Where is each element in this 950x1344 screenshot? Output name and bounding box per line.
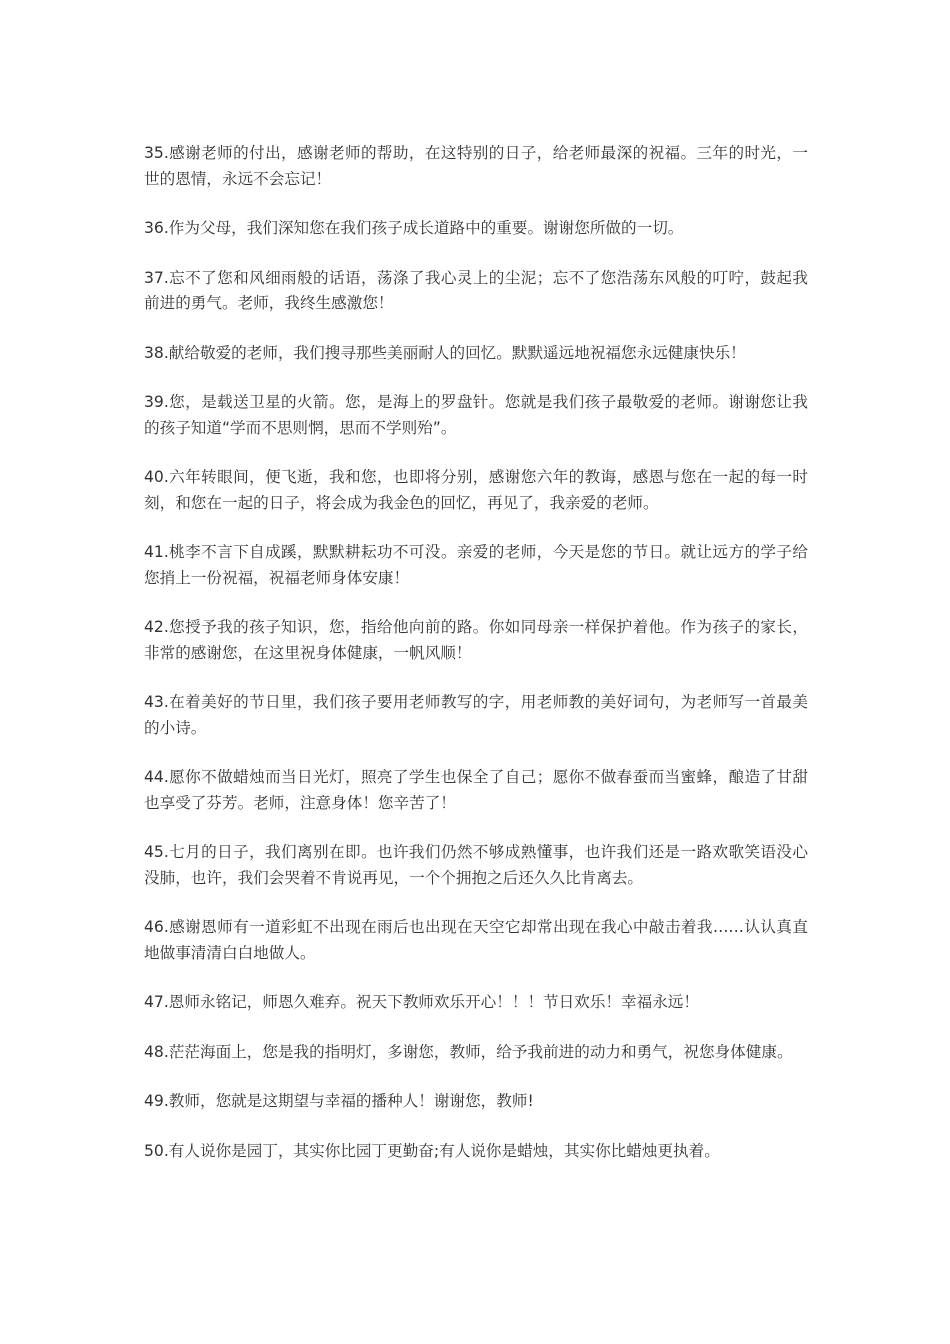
paragraph-35: 35.感谢老师的付出，感谢老师的帮助，在这特别的日子，给老师最深的祝福。三年的时光，一世的恩情，永远不会忘记！ [144, 144, 808, 188]
paragraph-39: 39.您，是载送卫星的火箭。您，是海上的罗盘针。您就是我们孩子最敬爱的老师。谢谢您让我的孩子知道“学而不思则惘，思而不学则殆”。 [144, 393, 808, 437]
paragraph-41: 41.桃李不言下自成蹊，默默耕耘功不可没。亲爱的老师，今天是您的节日。就让远方的学子给您捎上一份祝福，祝福老师身体安康！ [144, 543, 808, 587]
paragraph-36: 36.作为父母，我们深知您在我们孩子成长道路中的重要。谢谢您所做的一切。 [144, 219, 684, 237]
paragraph-40: 40.六年转眼间，便飞逝，我和您，也即将分别，感谢您六年的教诲，感恩与您在一起的每一时刻，和您在一起的日子，将会成为我金色的回忆，再见了，我亲爱的老师。 [144, 468, 808, 512]
paragraph-44: 44.愿你不做蜡烛而当日光灯，照亮了学生也保全了自己；愿你不做春蚕而当蜜蜂，酿造了甘甜也享受了芬芳。老师，注意身体！您辛苦了！ [144, 768, 808, 812]
document-body [144, 141, 808, 1188]
paragraph-45: 45.七月的日子，我们离别在即。也许我们仍然不够成熟懂事，也许我们还是一路欢歌笑语没心没肺，也许，我们会哭着不肯说再见，一个个拥抱之后还久久比肯离去。 [144, 843, 808, 887]
paragraph-42: 42.您授予我的孩子知识，您，指给他向前的路。你如同母亲一样保护着他。作为孩子的家长，非常的感谢您，在这里祝身体健康，一帆风顺！ [144, 618, 808, 662]
paragraph-48: 48.茫茫海面上，您是我的指明灯，多谢您，教师，给予我前进的动力和勇气，祝您身体健康。 [144, 1042, 793, 1061]
paragraph-47: 47.恩师永铭记，师恩久难弃。祝天下教师欢乐开心！！！节日欢乐！幸福永远！ [144, 993, 699, 1011]
paragraph-50: 50.有人说你是园丁，其实你比园丁更勤奋;有人说你是蜡烛，其实你比蜡烛更执着。 [144, 1141, 720, 1160]
paragraph-49: 49.教师，您就是这期望与幸福的播种人！谢谢您，教师! [144, 1092, 534, 1110]
paragraph-38: 38.献给敬爱的老师，我们搜寻那些美丽耐人的回忆。默默遥远地祝福您永远健康快乐！ [144, 343, 746, 362]
paragraph-46: 46.感谢恩师有一道彩虹不出现在雨后也出现在天空它却常出现在我心中敲击着我……认认真直地做事清清白白地做人。 [144, 918, 808, 962]
paragraph-43: 43.在着美好的节日里，我们孩子要用老师教写的字，用老师教的美好词句，为老师写一首最美的小诗。 [144, 693, 808, 737]
paragraph-37: 37.忘不了您和风细雨般的话语，荡涤了我心灵上的尘泥；忘不了您浩荡东风般的叮咛，鼓起我前进的勇气。老师，我终生感激您！ [144, 268, 808, 312]
